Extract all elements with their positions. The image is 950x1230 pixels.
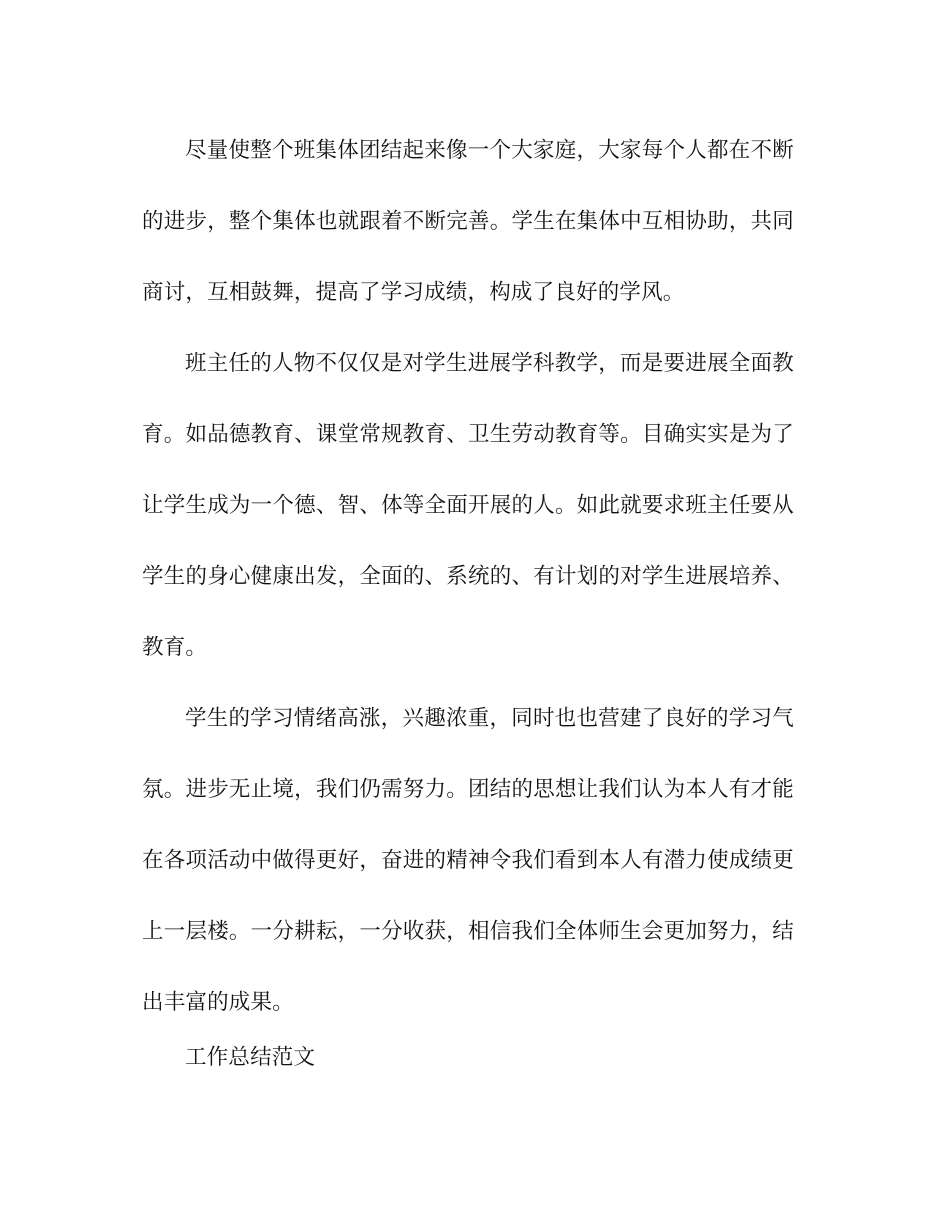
paragraph-learning-atmosphere: 学生的学习情绪高涨，兴趣浓重，同时也也营建了良好的学习气氛。进步无止境，我们仍需努力。团结的思想让我们认为本人有才能在各项活动中做得更好，奋进的精神令我们看到本人有潜力使成绩更上一层楼。一分耕耘，一分收获，相信我们全体师生会更加努力，结出丰富的成果。 xyxy=(142,706,794,1015)
section-heading: 工作总结范文 xyxy=(185,1045,316,1070)
paragraph-teacher-role: 班主任的人物不仅仅是对学生进展学科教学，而是要进展全面教育。如品德教育、课堂常规教育、卫生劳动教育等。目确实实是为了让学生成为一个德、智、体等全面开展的人。如此就要求班主任要从学生的身心健康出发，全面的、系统的、有计划的对学生进展培养、教育。 xyxy=(142,351,794,660)
paragraph-class-unity: 尽量使整个班集体团结起来像一个大家庭，大家每个人都在不断的进步，整个集体也就跟着不断完善。学生在集体中互相协助，共同商讨，互相鼓舞，提高了学习成绩，构成了良好的学风。 xyxy=(142,138,794,305)
